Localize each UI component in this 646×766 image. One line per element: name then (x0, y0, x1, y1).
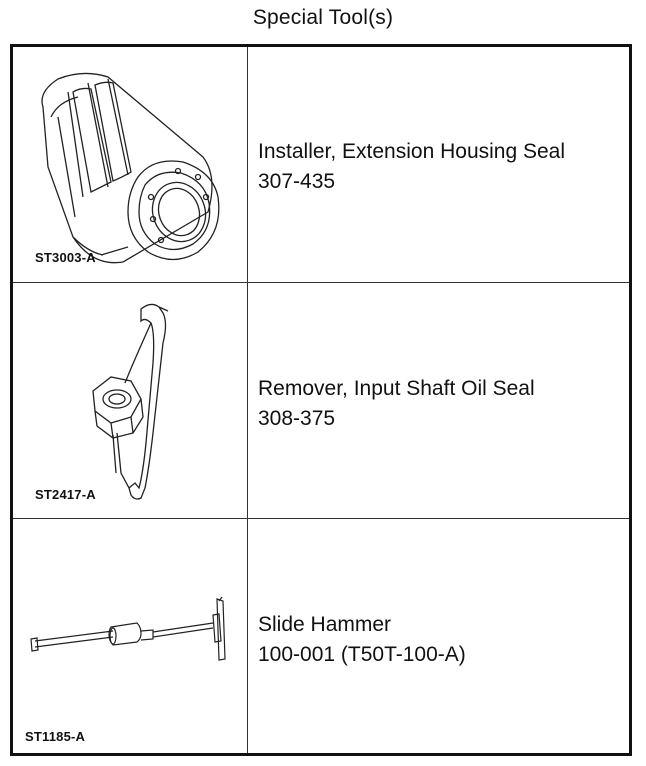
tool-number: 307-435 (258, 170, 336, 193)
tool-name: Installer, Extension Housing Seal (258, 140, 566, 163)
tool-description-cell (248, 47, 629, 282)
table-row (13, 519, 629, 753)
tool-description-cell (248, 519, 629, 753)
tool-name: Slide Hammer (258, 613, 392, 636)
tool-caption: ST1185-A (25, 729, 86, 744)
tool-number: 308-375 (258, 407, 336, 430)
tool-illustration-cell (13, 283, 248, 518)
tool-number: 100-001 (T50T-100-A) (258, 643, 466, 666)
tool-illustration-cell (13, 519, 248, 753)
tool-name: Remover, Input Shaft Oil Seal (258, 377, 535, 400)
table-row (13, 283, 629, 519)
seal-remover-icon (13, 283, 248, 519)
table-row (13, 47, 629, 283)
tool-illustration-cell (13, 47, 248, 282)
page-title: Special Tool(s) (252, 6, 394, 29)
seal-installer-icon (13, 47, 248, 283)
tool-caption: ST3003-A (35, 250, 96, 265)
tool-caption: ST2417-A (35, 487, 96, 502)
special-tools-table (10, 44, 632, 756)
slide-hammer-icon (13, 519, 248, 753)
tool-description-cell (248, 283, 629, 518)
